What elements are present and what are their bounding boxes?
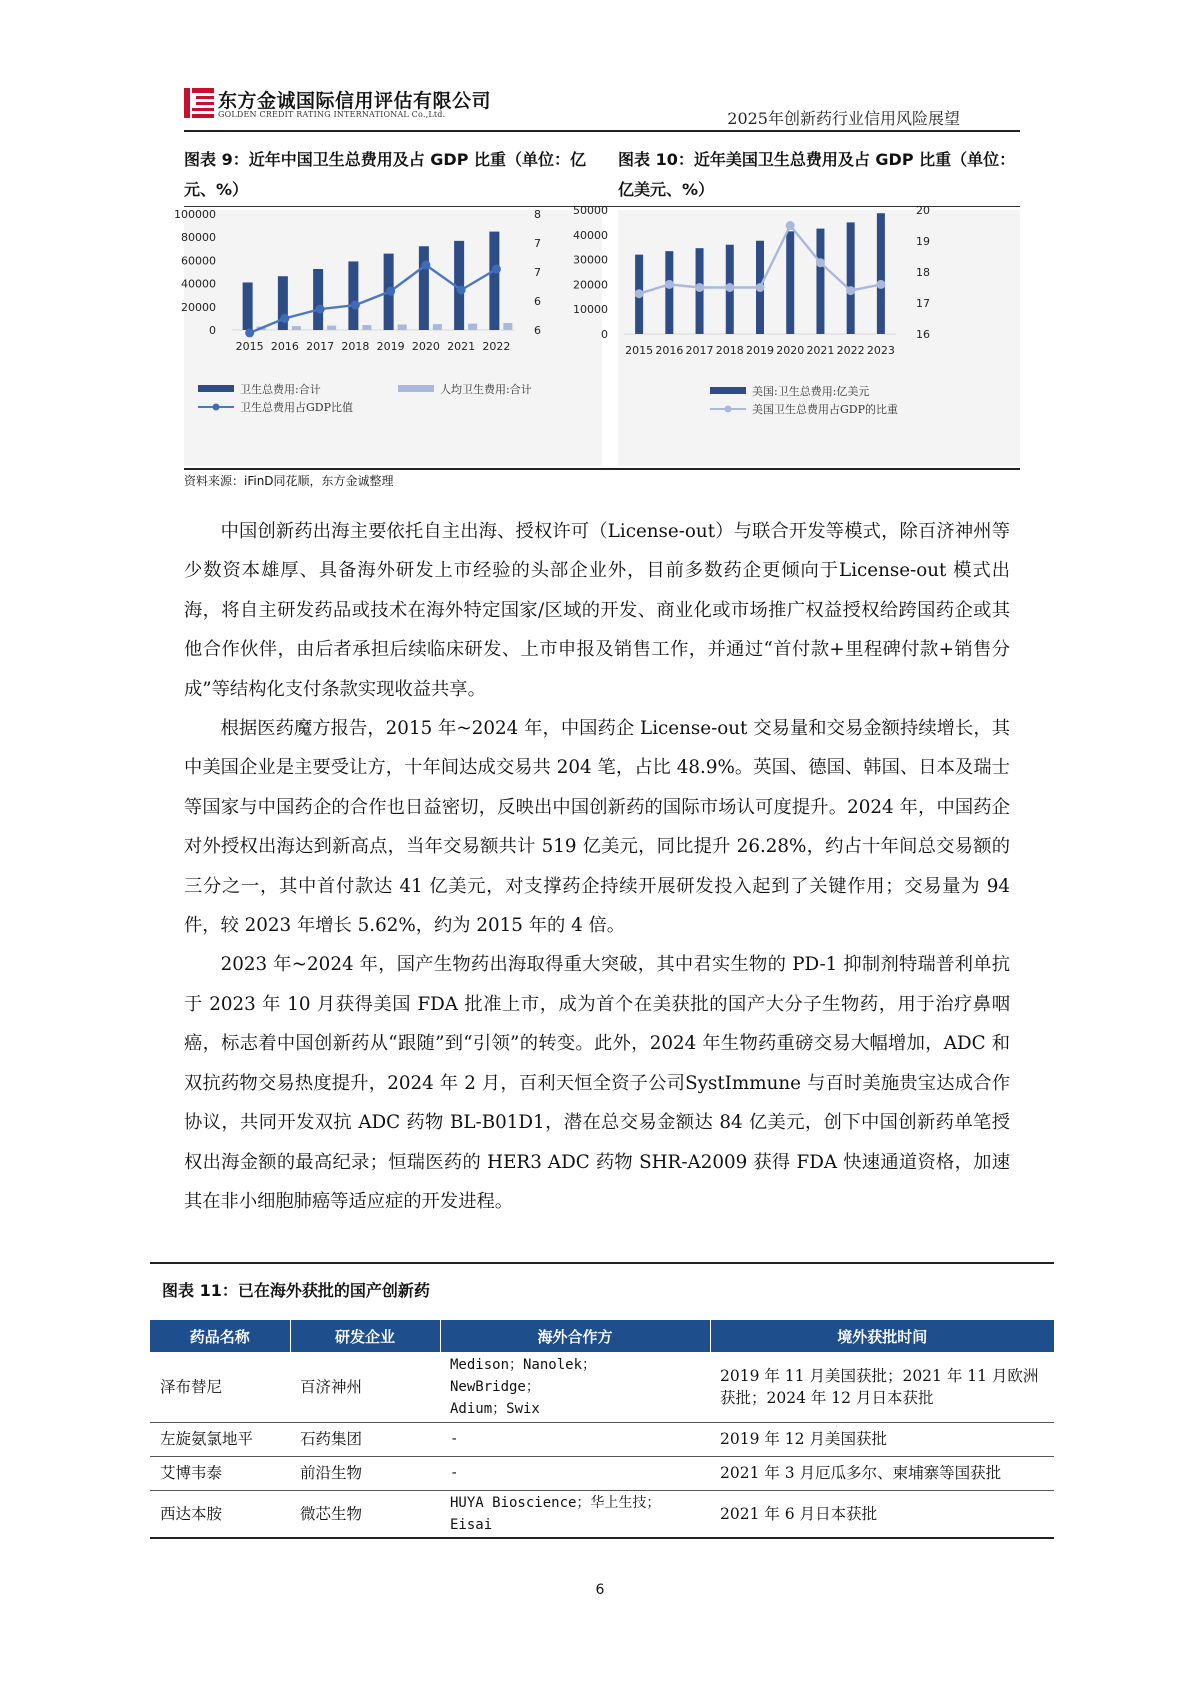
line-point [280, 314, 289, 323]
bar-人均卫生费用:合计 [362, 325, 371, 330]
body-text [184, 512, 1010, 1221]
bar-卫生总费用:合计 [313, 269, 323, 330]
company-name-en: GOLDEN CREDIT RATING INTERNATIONAL Co.,Ltd. [218, 110, 446, 119]
bar-卫生总费用:合计 [243, 282, 253, 330]
legend-swatch [710, 387, 746, 394]
y-axis-tick-label: 40000 [573, 228, 608, 242]
y-axis-tick-label: 50000 [573, 204, 608, 217]
x-axis-tick-label: 2018 [341, 340, 370, 353]
x-axis-tick-label: 2021 [447, 340, 476, 353]
partner-line: - [450, 1431, 459, 1447]
partner-cell [440, 1352, 710, 1422]
y-axis-tick-label: 20000 [573, 278, 608, 292]
line-point [492, 265, 501, 274]
approval-time: 2021 年 6 月日本获批 [710, 1490, 1054, 1538]
x-axis-tick-label: 2022 [482, 340, 511, 353]
approval-time: 2019 年 12 月美国获批 [710, 1422, 1054, 1456]
table-header-row [150, 1320, 1054, 1352]
y-axis-tick-label: 0 [601, 328, 608, 341]
drug-name: 艾博韦泰 [150, 1456, 290, 1490]
x-axis-tick-label: 2021 [806, 344, 835, 357]
x-axis-tick-label: 2019 [376, 340, 405, 353]
line-point [725, 283, 734, 292]
y-axis-tick-label: 40000 [181, 277, 216, 291]
paragraph: 2023 年~2024 年，国产生物药出海取得重大突破，其中君实生物的 PD-1 抑制剂特瑞普利单抗于 2023 年 10 月获得美国 FDA 批准上市，成为首个在美获批的国产大分子生物药，用于治疗鼻咽癌，标志着中国创新药从“跟随”到“引领”的转变。此外，2024 年生物药重磅交易大幅增加，ADC 和双抗药物交易热度提升，2024 年 2 月，百利天恒全资子公司SystImmune 与百时美施贵宝达成合作协议，共同开发双抗 ADC 药物 BL-B01D1，潜在总交易金额达 84 亿美元，创下中国创新药单笔授权出海金额的最高纪录；恒瑞医药的 HER3 ADC 药物 SHR-A2009 获得 FDA 快速通道资格，加速其在非小细胞肺癌等适应症的开发进程。 [184, 954, 1010, 1212]
line-point [816, 258, 825, 267]
x-axis-tick-label: 2020 [411, 340, 440, 353]
line-point [876, 280, 885, 289]
bar-卫生总费用:合计 [419, 246, 429, 330]
bar-美国:卫生总费用:亿美元 [665, 251, 673, 334]
line-point [245, 328, 254, 337]
y2-axis-tick-label: 7 [534, 237, 541, 250]
line-point [756, 283, 765, 292]
partner-line: HUYA Bioscience；华上生技； [450, 1494, 661, 1511]
y-axis-tick-label: 10000 [573, 303, 608, 317]
table-11-caption: 图表 11：已在海外获批的国产创新药 [162, 1281, 430, 1300]
y-axis-tick-label: 20000 [181, 300, 216, 314]
bar-人均卫生费用:合计 [468, 324, 477, 330]
y2-axis-tick-label: 17 [916, 297, 930, 310]
partner-cell [440, 1422, 710, 1456]
line-point [457, 285, 466, 294]
x-axis-tick-label: 2018 [715, 344, 744, 357]
y2-axis-tick-label: 7 [534, 266, 541, 279]
bar-人均卫生费用:合计 [398, 325, 407, 330]
column-header: 海外合作方 [440, 1320, 710, 1352]
x-axis-tick-label: 2020 [776, 344, 805, 357]
legend-label: 卫生总费用占GDP比值 [240, 401, 354, 414]
legend-swatch [398, 385, 434, 392]
bar-美国:卫生总费用:亿美元 [816, 229, 824, 334]
bar-美国:卫生总费用:亿美元 [847, 222, 855, 334]
legend-label: 卫生总费用:合计 [240, 383, 321, 396]
chart-us-health-expenditure [573, 204, 1020, 466]
charts-bottom-divider [184, 468, 1020, 470]
y2-axis-tick-label: 18 [916, 266, 930, 279]
company-name: 微芯生物 [290, 1490, 440, 1538]
page-number: 6 [595, 1582, 605, 1598]
line-point [421, 261, 430, 270]
line-point [695, 283, 704, 292]
data-source-note: 资料来源：iFinD同花顺，东方金诚整理 [184, 474, 394, 488]
bar-人均卫生费用:合计 [503, 323, 512, 330]
company-name: 石药集团 [290, 1422, 440, 1456]
bar-卫生总费用:合计 [348, 261, 358, 330]
legend-label: 美国:卫生总费用:亿美元 [752, 385, 870, 398]
y2-axis-tick-label: 16 [916, 328, 930, 341]
bar-人均卫生费用:合计 [327, 326, 336, 330]
legend-swatch-marker [213, 404, 220, 411]
table-row [150, 1490, 1054, 1538]
x-axis-tick-label: 2015 [235, 340, 264, 353]
y-axis-tick-label: 80000 [181, 231, 216, 245]
x-axis-tick-label: 2017 [685, 344, 714, 357]
approval-time: 2021 年 3 月厄瓜多尔、柬埔寨等国获批 [710, 1456, 1054, 1490]
partner-line: Eisai [450, 1516, 493, 1533]
x-axis-tick-label: 2016 [655, 344, 684, 357]
header-divider [184, 130, 1020, 132]
bar-人均卫生费用:合计 [433, 324, 442, 330]
drug-name: 泽布替尼 [150, 1352, 290, 1422]
figure-9-caption: 图表 9：近年中国卫生总费用及占 GDP 比重（单位：亿元、%） [184, 150, 586, 199]
partner-cell [440, 1490, 710, 1538]
line-point [786, 221, 795, 230]
drug-name: 左旋氨氯地平 [150, 1422, 290, 1456]
column-header: 境外获批时间 [710, 1320, 1054, 1352]
line-point [665, 280, 674, 289]
x-axis-tick-label: 2017 [306, 340, 335, 353]
bar-美国:卫生总费用:亿美元 [877, 213, 885, 334]
y2-axis-tick-label: 6 [534, 324, 541, 337]
y2-axis-tick-label: 6 [534, 295, 541, 308]
company-name-cn: 东方金诚国际信用评估有限公司 [218, 90, 492, 112]
company-name: 百济神州 [290, 1352, 440, 1422]
partner-line: Medison；Nanolek； [450, 1356, 597, 1373]
company-logo [184, 88, 214, 118]
table-row [150, 1422, 1054, 1456]
bar-美国:卫生总费用:亿美元 [786, 231, 794, 334]
y-axis-tick-label: 60000 [181, 254, 216, 268]
column-header: 研发企业 [290, 1320, 440, 1352]
approved-drugs-table [150, 1320, 1054, 1539]
partner-line: Adium；Swix [450, 1400, 540, 1417]
partner-line: - [450, 1465, 459, 1481]
bar-人均卫生费用:合计 [292, 326, 301, 330]
partner-cell [440, 1456, 710, 1490]
x-axis-tick-label: 2023 [866, 344, 895, 357]
paragraph: 根据医药魔方报告，2015 年~2024 年，中国药企 License-out 交易量和交易金额持续增长，其中美国企业是主要受让方，十年间达成交易共 204 笔，占比 48.9%。英国、德国、韩国、日本及瑞士等国家与中国药企的合作也日益密切，反映出中国创新药的国际市场认可度提升。2024 年，中国药企对外授权出海达到新高点，当年交易额共计 519 亿美元，同比提升 26.28%，约占十年间总交易额的三分之一，其中首付款达 41 亿美元，对支撑药企持续开展研发投入起到了关键作用；交易量为 94 件，较 2023 年增长 5.62%，约为 2015 年的 4 倍。 [184, 718, 1010, 937]
drug-name: 西达本胺 [150, 1490, 290, 1538]
y-axis-tick-label: 100000 [174, 208, 216, 221]
y-axis-tick-label: 0 [209, 324, 216, 337]
company-name: 前沿生物 [290, 1456, 440, 1490]
legend-swatch [198, 385, 234, 392]
table-row [150, 1456, 1054, 1490]
legend-label: 美国卫生总费用占GDP的比重 [752, 403, 899, 416]
legend-label: 人均卫生费用:合计 [440, 383, 532, 396]
line-point [386, 287, 395, 296]
line-point [316, 305, 325, 314]
table-row [150, 1352, 1054, 1422]
y2-axis-tick-label: 8 [534, 208, 541, 221]
line-point [635, 289, 644, 298]
x-axis-tick-label: 2022 [836, 344, 865, 357]
partner-line: NewBridge； [450, 1378, 540, 1395]
document-title: 2025年创新药行业信用风险展望 [727, 109, 960, 128]
x-axis-tick-label: 2015 [625, 344, 654, 357]
y2-axis-tick-label: 20 [916, 204, 930, 217]
y-axis-tick-label: 30000 [573, 253, 608, 267]
line-point [351, 301, 360, 310]
approval-time: 2019 年 11 月美国获批；2021 年 11 月欧洲获批；2024 年 12 月日本获批 [710, 1352, 1054, 1422]
x-axis-tick-label: 2016 [270, 340, 299, 353]
x-axis-tick-label: 2019 [746, 344, 774, 357]
paragraph: 中国创新药出海主要依托自主出海、授权许可（License-out）与联合开发等模式，除百济神州等少数资本雄厚、具备海外研发上市经验的头部企业外，目前多数药企更倾向于License-out 模式出海，将自主研发药品或技术在海外特定国家/区域的开发、商业化或市场推广权益授权给跨国药企或其他合作伙伴，由后者承担后续临床研发、上市申报及销售工作，并通过“首付款+里程碑付款+销售分成”等结构化支付条款实现收益共享。 [184, 521, 1010, 700]
line-point [846, 286, 855, 295]
table-top-divider [150, 1262, 1054, 1264]
column-header: 药品名称 [150, 1320, 290, 1352]
y2-axis-tick-label: 19 [916, 235, 930, 248]
bar-卫生总费用:合计 [489, 232, 499, 330]
figure-10-caption: 图表 10：近年美国卫生总费用及占 GDP 比重（单位：亿美元、%） [618, 150, 1016, 199]
legend-swatch-marker [725, 406, 732, 413]
